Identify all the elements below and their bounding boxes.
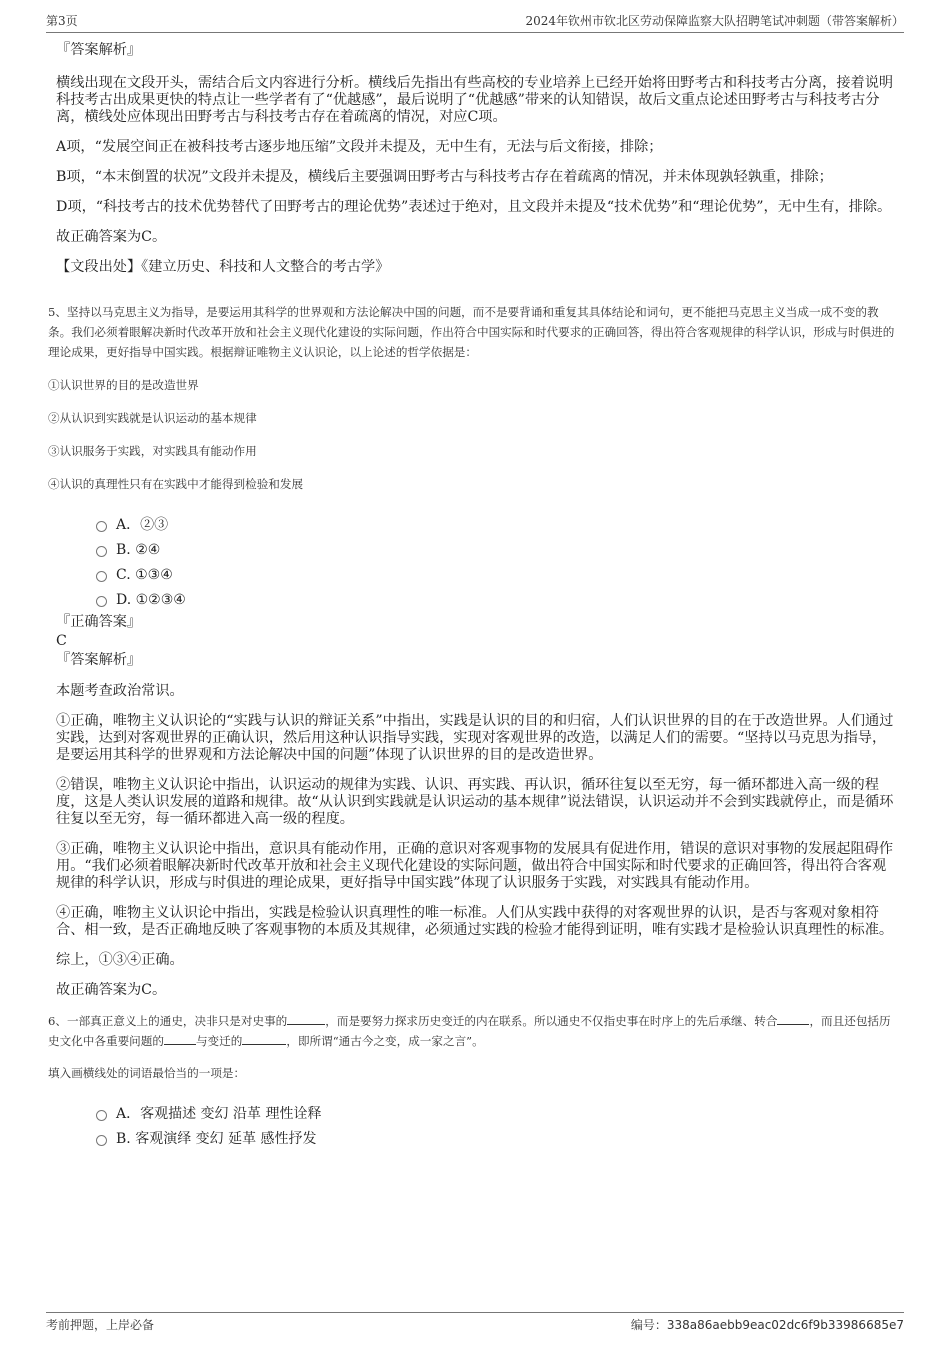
q6-option-b[interactable] <box>96 1130 896 1148</box>
radio-icon[interactable] <box>96 521 107 532</box>
q6-prompt: 填入画横线处的词语最恰当的一项是： <box>48 1066 246 1080</box>
q5-answer: C <box>56 633 67 649</box>
q4-option-d-analysis: D项，“科技考古的技术优势替代了田野考古的理论优势”表述过于绝对，且文段并未提及“技术优势”和“理论优势”，无中生有，排除。 <box>56 199 892 215</box>
q6-option-a-label: A．客观描述 变幻 沿革 理性诠释 <box>116 1106 322 1122</box>
document-title: 2024年钦州市钦北区劳动保障监察大队招聘笔试冲刺题（带答案解析） <box>525 14 904 28</box>
q5-question-text: 5、坚持以马克思主义为指导，是要运用其科学的世界观和方法论解决中国的问题，而不是要背诵和重复其具体结论和词句，更不能把马克思主义当成一成不变的教条。我们必须着眼解决新时代改革开放和社会主义现代化建设的实际问题，作出符合中国实际和时代要求的正确回答，得出符合客观规律的科学认识，形成与时俱进的理论成果，更好指导中国实践。根据辩证唯物主义认识论，以上论述的哲学依据是： <box>48 305 895 359</box>
document-body <box>48 42 896 1155</box>
radio-icon[interactable] <box>96 571 107 582</box>
q4-source: 【文段出处】《建立历史、科技和人文整合的考古学》 <box>56 259 390 275</box>
q5-option-d-label: D. ①②③④ <box>116 592 186 608</box>
q5-statement-1: ①认识世界的目的是改造世界 <box>48 378 199 392</box>
q4-conclusion: 故正确答案为C。 <box>56 229 167 245</box>
q6-option-b-label: B. 客观演绎 变幻 延革 感性抒发 <box>116 1131 317 1147</box>
q4-analysis-label: 『答案解析』 <box>56 42 142 58</box>
q6-question-text: 6、一部真正意义上的通史，决非只是对史事的 ，而是要努力探求历史变迁的内在联系。所以通史不仅指史事在时序上的先后承继、转合 ，而且还包括历史文化中各重要问题的 与变迁的 ，即所谓“通古今之变，成一家之言”。 <box>48 1014 891 1048</box>
q5-answer-label: 『正确答案』 <box>56 614 142 630</box>
q5-option-a-label: A．②③ <box>116 517 169 533</box>
q6-option-a[interactable] <box>96 1105 896 1123</box>
q4-option-b-analysis: B项，“本末倒置的状况”文段并未提及，横线后主要强调田野考古与科技考古存在着疏离的情况，并未体现孰轻孰重，排除； <box>56 169 833 185</box>
q5-analysis-intro: 本题考查政治常识。 <box>56 683 184 699</box>
q5-option-b-label: B. ②④ <box>116 542 161 558</box>
q5-analysis-1: ①正确，唯物主义认识论的“实践与认识的辩证关系”中指出，实践是认识的目的和归宿，人们认识世界的目的在于改造世界。人们通过实践，达到对客观世界的正确认识，然后用这种认识指导实践，实现对客观世界的改造，以满足人们的需要。“坚持以马克思为指导，是要运用其科学的世界观和方法论解决中国的问题”体现了认识世界的目的是改造世界。 <box>56 713 894 763</box>
q5-analysis-label: 『答案解析』 <box>56 652 142 668</box>
q5-option-d[interactable] <box>96 591 896 609</box>
document-code: 编号：338a86aebb9eac02dc6f9b33986685e7 <box>630 1318 904 1332</box>
q5-conclusion: 故正确答案为C。 <box>56 982 167 998</box>
answer-blank <box>164 1032 196 1045</box>
q5-analysis-4: ④正确，唯物主义认识论中指出，实践是检验认识真理性的唯一标准。人们从实践中获得的对客观世界的认识，是否与客观对象相符合、相一致，是否正确地反映了客观事物的本质及其规律，必须通过实践的检验才能得到证明，唯有实践才是检验认识真理性的标准。 <box>56 905 894 938</box>
page-header <box>46 10 904 33</box>
q5-option-a[interactable] <box>96 516 896 534</box>
radio-icon[interactable] <box>96 596 107 607</box>
page-number: 第3页 <box>46 14 78 28</box>
q5-analysis-3: ③正确，唯物主义认识论中指出，意识具有能动作用，正确的意识对客观事物的发展具有促进作用，错误的意识对事物的发展起阻碍作用。“我们必须着眼解决新时代改革开放和社会主义现代化建设的实际问题，做出符合中国实际和时代要求的正确回答，得出符合客观规律的科学认识，形成与时俱进的理论成果，更好指导中国实践”体现了认识服务于实践，对实践具有能动作用。 <box>56 841 894 891</box>
radio-icon[interactable] <box>96 1135 107 1146</box>
q5-option-c-label: C. ①③④ <box>116 567 173 583</box>
page-footer <box>46 1312 904 1337</box>
q5-statement-4: ④认识的真理性只有在实践中才能得到检验和发展 <box>48 477 304 491</box>
radio-icon[interactable] <box>96 546 107 557</box>
answer-blank <box>287 1012 325 1025</box>
q4-analysis-paragraph: 横线出现在文段开头，需结合后文内容进行分析。横线后先指出有些高校的专业培养上已经开始将田野考古和科技考古分离，接着说明科技考古出成果更快的特点让一些学者有了“优越感”，最后说明了“优越感”带来的认知错误，故后文重点论述田野考古与科技考古分离，横线处应体现出田野考古与科技考古存在着疏离的情况，对应C项。 <box>56 75 894 125</box>
q5-summary: 综上，①③④正确。 <box>56 952 184 968</box>
answer-blank <box>242 1032 286 1045</box>
footer-slogan: 考前押题，上岸必备 <box>46 1318 155 1332</box>
q5-statement-2: ②从认识到实践就是认识运动的基本规律 <box>48 411 257 425</box>
q5-option-b[interactable] <box>96 541 896 559</box>
q5-statement-3: ③认识服务于实践，对实践具有能动作用 <box>48 444 257 458</box>
q4-option-a-analysis: A项，“发展空间正在被科技考古逐步地压缩”文段并未提及，无中生有，无法与后文衔接，排除； <box>56 139 663 155</box>
q5-analysis-2: ②错误，唯物主义认识论中指出，认识运动的规律为实践、认识、再实践、再认识，循环往复以至无穷，每一循环都进入高一级的程度，这是人类认识发展的道路和规律。故“从认识到实践就是认识运动的基本规律”说法错误，认识运动并不会到实践就停止，而是循环往复以至无穷，每一循环都进入高一级的程度。 <box>56 777 894 827</box>
q5-option-c[interactable] <box>96 566 896 584</box>
answer-blank <box>777 1012 809 1025</box>
radio-icon[interactable] <box>96 1110 107 1121</box>
